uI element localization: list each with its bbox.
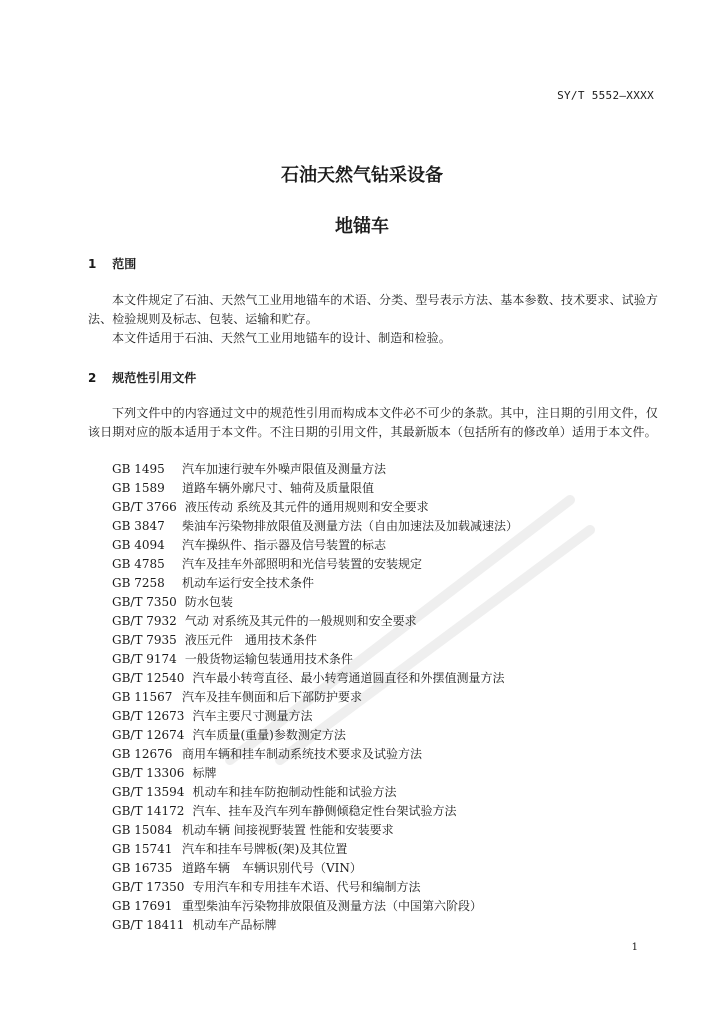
reference-code: GB 11567 xyxy=(112,690,173,704)
standard-code: SY/T 5552—XXXX xyxy=(557,89,654,102)
reference-title: 汽车主要尺寸测量方法 xyxy=(192,709,313,723)
reference-title: 汽车及挂车侧面和后下部防护要求 xyxy=(182,690,363,704)
reference-title: 机动车产品标牌 xyxy=(192,918,277,932)
reference-item xyxy=(112,897,518,916)
reference-title: 机动车辆 间接视野装置 性能和安装要求 xyxy=(182,823,394,837)
reference-title: 汽车、挂车及汽车列车静侧倾稳定性台架试验方法 xyxy=(192,804,457,818)
section-number: 2 xyxy=(88,371,97,385)
reference-item xyxy=(112,517,518,536)
reference-item xyxy=(112,916,518,935)
reference-item xyxy=(112,764,518,783)
reference-item xyxy=(112,840,518,859)
reference-code: GB/T 18411 xyxy=(112,918,185,932)
reference-code: GB/T 7350 xyxy=(112,595,177,609)
reference-title: 汽车质量(重量)参数测定方法 xyxy=(192,728,346,742)
reference-item xyxy=(112,498,518,517)
reference-title: 道路车辆 车辆识别代号（VIN） xyxy=(182,861,362,875)
reference-code: GB 15084 xyxy=(112,823,173,837)
references-intro-paragraph: 下列文件中的内容通过文中的规范性引用而构成本文件必不可少的条款。其中，注日期的引用文件，仅该日期对应的版本适用于本文件。不注日期的引用文件，其最新版本（包括所有的修改单）适用于本文件。 xyxy=(88,406,658,439)
reference-code: GB 3847 xyxy=(112,519,165,533)
reference-title: 防水包装 xyxy=(184,595,233,609)
reference-list xyxy=(112,460,518,935)
reference-item xyxy=(112,783,518,802)
section-number: 1 xyxy=(88,257,97,271)
reference-item xyxy=(112,574,518,593)
reference-item xyxy=(112,536,518,555)
reference-code: GB/T 12673 xyxy=(112,709,185,723)
reference-item xyxy=(112,555,518,574)
reference-code: GB/T 17350 xyxy=(112,880,185,894)
reference-item xyxy=(112,688,518,707)
reference-code: GB 1495 xyxy=(112,462,165,476)
reference-item xyxy=(112,859,518,878)
section-title: 范围 xyxy=(112,257,137,271)
page-number: 1 xyxy=(631,942,638,953)
reference-code: GB/T 14172 xyxy=(112,804,185,818)
reference-code: GB 1589 xyxy=(112,481,165,495)
reference-title: 标牌 xyxy=(192,766,217,780)
reference-title: 商用车辆和挂车制动系统技术要求及试验方法 xyxy=(182,747,423,761)
section-heading-scope xyxy=(88,255,136,272)
reference-title: 汽车及挂车外部照明和光信号装置的安装规定 xyxy=(182,557,423,571)
reference-code: GB 17691 xyxy=(112,899,173,913)
reference-title: 汽车加速行驶车外噪声限值及测量方法 xyxy=(182,462,387,476)
reference-code: GB 15741 xyxy=(112,842,173,856)
reference-item xyxy=(112,707,518,726)
reference-code: GB 7258 xyxy=(112,576,165,590)
reference-item xyxy=(112,745,518,764)
reference-code: GB/T 13594 xyxy=(112,785,185,799)
reference-title: 气动 对系统及其元件的一般规则和安全要求 xyxy=(184,614,417,628)
section-title: 规范性引用文件 xyxy=(112,371,197,385)
reference-item xyxy=(112,612,518,631)
reference-code: GB/T 7935 xyxy=(112,633,177,647)
reference-title: 液压元件 通用技术条件 xyxy=(184,633,317,647)
reference-code: GB 4785 xyxy=(112,557,165,571)
reference-item xyxy=(112,593,518,612)
section-heading-normative-references xyxy=(88,369,196,386)
reference-title: 液压传动 系统及其元件的通用规则和安全要求 xyxy=(184,500,429,514)
reference-item xyxy=(112,460,518,479)
reference-title: 道路车辆外廓尺寸、轴荷及质量限值 xyxy=(182,481,375,495)
reference-item xyxy=(112,650,518,669)
reference-title: 汽车和挂车号牌板(架)及其位置 xyxy=(182,842,348,856)
scope-paragraph: 本文件适用于石油、天然气工业用地锚车的设计、制造和检验。 xyxy=(112,331,451,345)
reference-title: 专用汽车和专用挂车术语、代号和编制方法 xyxy=(192,880,421,894)
reference-code: GB 4094 xyxy=(112,538,165,552)
reference-item xyxy=(112,669,518,688)
reference-code: GB/T 3766 xyxy=(112,500,177,514)
reference-code: GB/T 12540 xyxy=(112,671,185,685)
reference-item xyxy=(112,821,518,840)
reference-title: 汽车操纵件、指示器及信号装置的标志 xyxy=(182,538,387,552)
reference-item xyxy=(112,878,518,897)
document-subtitle: 地锚车 xyxy=(335,216,389,237)
reference-code: GB/T 12674 xyxy=(112,728,185,742)
reference-item xyxy=(112,802,518,821)
reference-item xyxy=(112,631,518,650)
reference-code: GB 16735 xyxy=(112,861,173,875)
scope-paragraph: 本文件规定了石油、天然气工业用地锚车的术语、分类、型号表示方法、基本参数、技术要求、试验方法、检验规则及标志、包装、运输和贮存。 xyxy=(88,293,658,326)
reference-title: 一般货物运输包装通用技术条件 xyxy=(184,652,353,666)
document-title: 石油天然气钻采设备 xyxy=(281,165,443,186)
reference-code: GB 12676 xyxy=(112,747,173,761)
reference-item xyxy=(112,726,518,745)
reference-title: 重型柴油车污染物排放限值及测量方法（中国第六阶段） xyxy=(182,899,483,913)
reference-item xyxy=(112,479,518,498)
reference-title: 柴油车污染物排放限值及测量方法（自由加速法及加载减速法） xyxy=(182,519,519,533)
reference-title: 机动车和挂车防抱制动性能和试验方法 xyxy=(192,785,397,799)
reference-code: GB/T 7932 xyxy=(112,614,177,628)
reference-title: 机动车运行安全技术条件 xyxy=(182,576,315,590)
reference-code: GB/T 13306 xyxy=(112,766,185,780)
reference-code: GB/T 9174 xyxy=(112,652,177,666)
reference-title: 汽车最小转弯直径、最小转弯通道圆直径和外摆值测量方法 xyxy=(192,671,505,685)
